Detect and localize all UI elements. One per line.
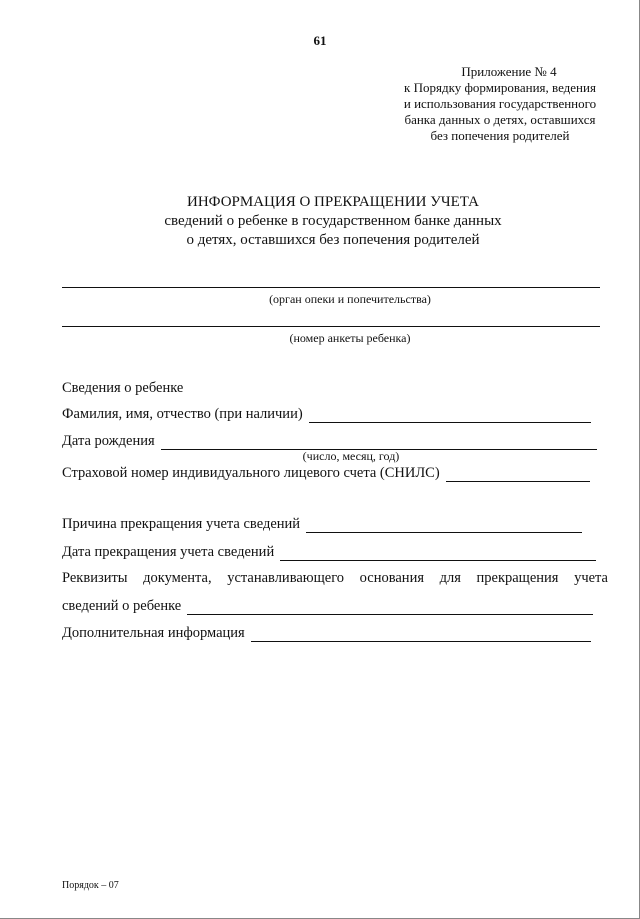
appendix-block: [390, 64, 610, 144]
birth-date-input-line[interactable]: [161, 436, 597, 450]
snils-input-line[interactable]: [446, 468, 590, 482]
appendix-line: и использования государственного: [403, 96, 597, 111]
termination-reason-field: [62, 515, 582, 533]
snils-label: Страховой номер индивидуального лицевого счета (СНИЛС): [62, 465, 440, 481]
child-section-title: Сведения о ребенке: [62, 380, 184, 396]
heading-subtitle: о детях, оставшихся без попечения родителей: [186, 232, 480, 248]
guardianship-caption: (орган опеки и попечительства): [269, 292, 431, 306]
form-number-field-line[interactable]: [62, 326, 600, 327]
additional-info-label: Дополнительная информация: [62, 625, 245, 641]
form-number-caption: (номер анкеты ребенка): [289, 331, 411, 345]
appendix-line: к Порядку формирования, ведения: [404, 80, 596, 95]
document-details-field: [62, 597, 593, 615]
birth-date-label: Дата рождения: [62, 433, 155, 449]
page-footer: Порядок – 07: [62, 880, 119, 891]
full-name-label: Фамилия, имя, отчество (при наличии): [62, 406, 303, 422]
heading-subtitle: сведений о ребенке в государственном банке данных: [164, 213, 502, 229]
heading-title: ИНФОРМАЦИЯ О ПРЕКРАЩЕНИИ УЧЕТА: [187, 194, 479, 210]
termination-reason-input-line[interactable]: [306, 519, 582, 533]
snils-field: [62, 464, 590, 482]
document-details-input-line[interactable]: [187, 601, 593, 615]
document-details-label-cont: сведений о ребенке: [62, 598, 182, 614]
appendix-line: банка данных о детях, оставшихся: [404, 112, 596, 127]
additional-info-input-line[interactable]: [251, 628, 591, 642]
full-name-field: [62, 405, 591, 423]
termination-date-label: Дата прекращения учета сведений: [62, 544, 275, 560]
full-name-input-line[interactable]: [309, 409, 591, 423]
termination-date-input-line[interactable]: [280, 547, 596, 561]
termination-date-field: [62, 543, 596, 561]
guardianship-field-line[interactable]: [62, 287, 600, 288]
termination-reason-label: Причина прекращения учета сведений: [62, 516, 301, 532]
birth-date-field: [62, 432, 597, 450]
document-details-label: Реквизиты документа, устанавливающего основания для прекращения учета: [62, 570, 608, 586]
document-heading: [0, 193, 640, 250]
additional-info-field: [62, 624, 591, 642]
date-format-caption: (число, месяц, год): [302, 449, 400, 463]
appendix-line: без попечения родителей: [430, 128, 570, 143]
page-number: 61: [313, 33, 327, 48]
appendix-title: Приложение № 4: [461, 64, 557, 79]
